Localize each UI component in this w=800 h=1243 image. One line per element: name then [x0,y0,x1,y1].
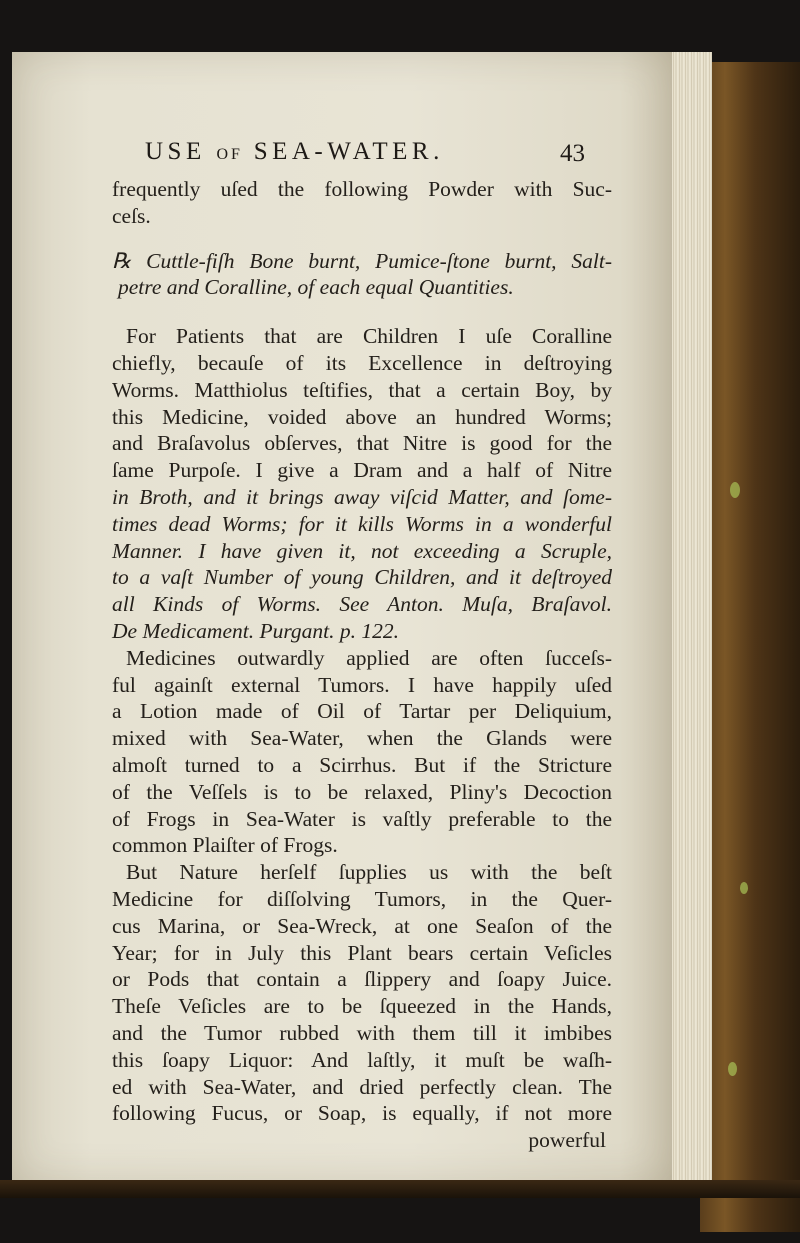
text-line: common Plaiſter of Frogs. [112,833,338,858]
text-line: De Medicament. Purgant. p. 122. [112,618,400,643]
catchword: powerful [528,1128,606,1153]
text-line: this ſoapy Liquor: And laſtly, it muſt be waſh- [112,1047,612,1072]
text-line: ſame Purpoſe. I give a Dram and a half of Nitre [112,458,612,483]
text-line: cus Marina, or Sea-Wreck, at one Seaſon of the [112,913,612,938]
text-line: almoſt turned to a Scirrhus. But if the Stricture [112,752,612,777]
page-header [145,138,585,178]
running-head-use: USE [145,138,206,165]
text-line: ful againſt external Tumors. I have happily uſed [112,672,612,697]
text-line: a Lotion made of Oil of Tartar per Deliquium, [112,699,612,724]
running-head [145,138,444,166]
running-head-title: SEA-WATER. [253,138,444,165]
text-line: mixed with Sea-Water, when the Glands were [112,726,612,751]
text-line: of Frogs in Sea-Water is vaſtly preferable to the [112,806,612,831]
text-line: or Pods that contain a ſlippery and ſoapy Juice. [112,967,612,992]
text-line: following Fucus, or Soap, is equally, if not more [112,1101,612,1126]
text-line: Theſe Veſicles are to be ſqueezed in the Hands, [112,994,612,1019]
text-line: Year; for in July this Plant bears certain Veſicles [112,940,612,965]
recipe-line: ℞ Cuttle-fiſh Bone burnt, Pumice-ſtone burnt, Salt- [112,248,612,273]
text-line: this Medicine, voided above an hundred Worms; [112,404,612,429]
running-head-of: OF [216,146,243,163]
body-text [112,176,612,1154]
recipe-line: petre and Coralline, of each equal Quantities. [118,275,514,300]
cover-stain [740,882,748,894]
book-cover-edge [700,62,800,1232]
book-bottom-edge [0,1180,800,1198]
cover-stain [730,482,740,498]
text-line: Medicine for diſſolving Tumors, in the Quer- [112,886,612,911]
text-line: to a vaſt Number of young Children, and it deſtroyed [112,565,612,590]
text-line: Worms. Matthiolus teſtifies, that a certain Boy, by [112,377,612,402]
text-line: in Broth, and it brings away viſcid Matter, and ſome- [112,484,612,509]
cover-stain [728,1062,737,1076]
text-line: ed with Sea-Water, and dried perfectly clean. The [112,1074,612,1099]
text-line: Medicines outwardly applied are often ſucceſs- [126,645,612,670]
text-line: For Patients that are Children I uſe Coralline [126,324,612,349]
text-line: But Nature herſelf ſupplies us with the beſt [126,860,612,885]
text-line: frequently uſed the following Powder with Suc- [112,177,612,201]
text-line: all Kinds of Worms. See Anton. Muſa, Braſavol. [112,592,612,617]
text-line: and Braſavolus obſerves, that Nitre is good for the [112,431,612,456]
text-line: ceſs. [112,203,151,228]
text-line: times dead Worms; for it kills Worms in a wonderful [112,511,612,536]
text-line: chiefly, becauſe of its Excellence in deſtroying [112,350,612,375]
text-line: of the Veſſels is to be relaxed, Pliny's Decoction [112,779,612,804]
text-line: Manner. I have given it, not exceeding a Scruple, [112,538,612,563]
page-number: 43 [560,140,585,167]
text-line: and the Tumor rubbed with them till it imbibes [112,1020,612,1045]
